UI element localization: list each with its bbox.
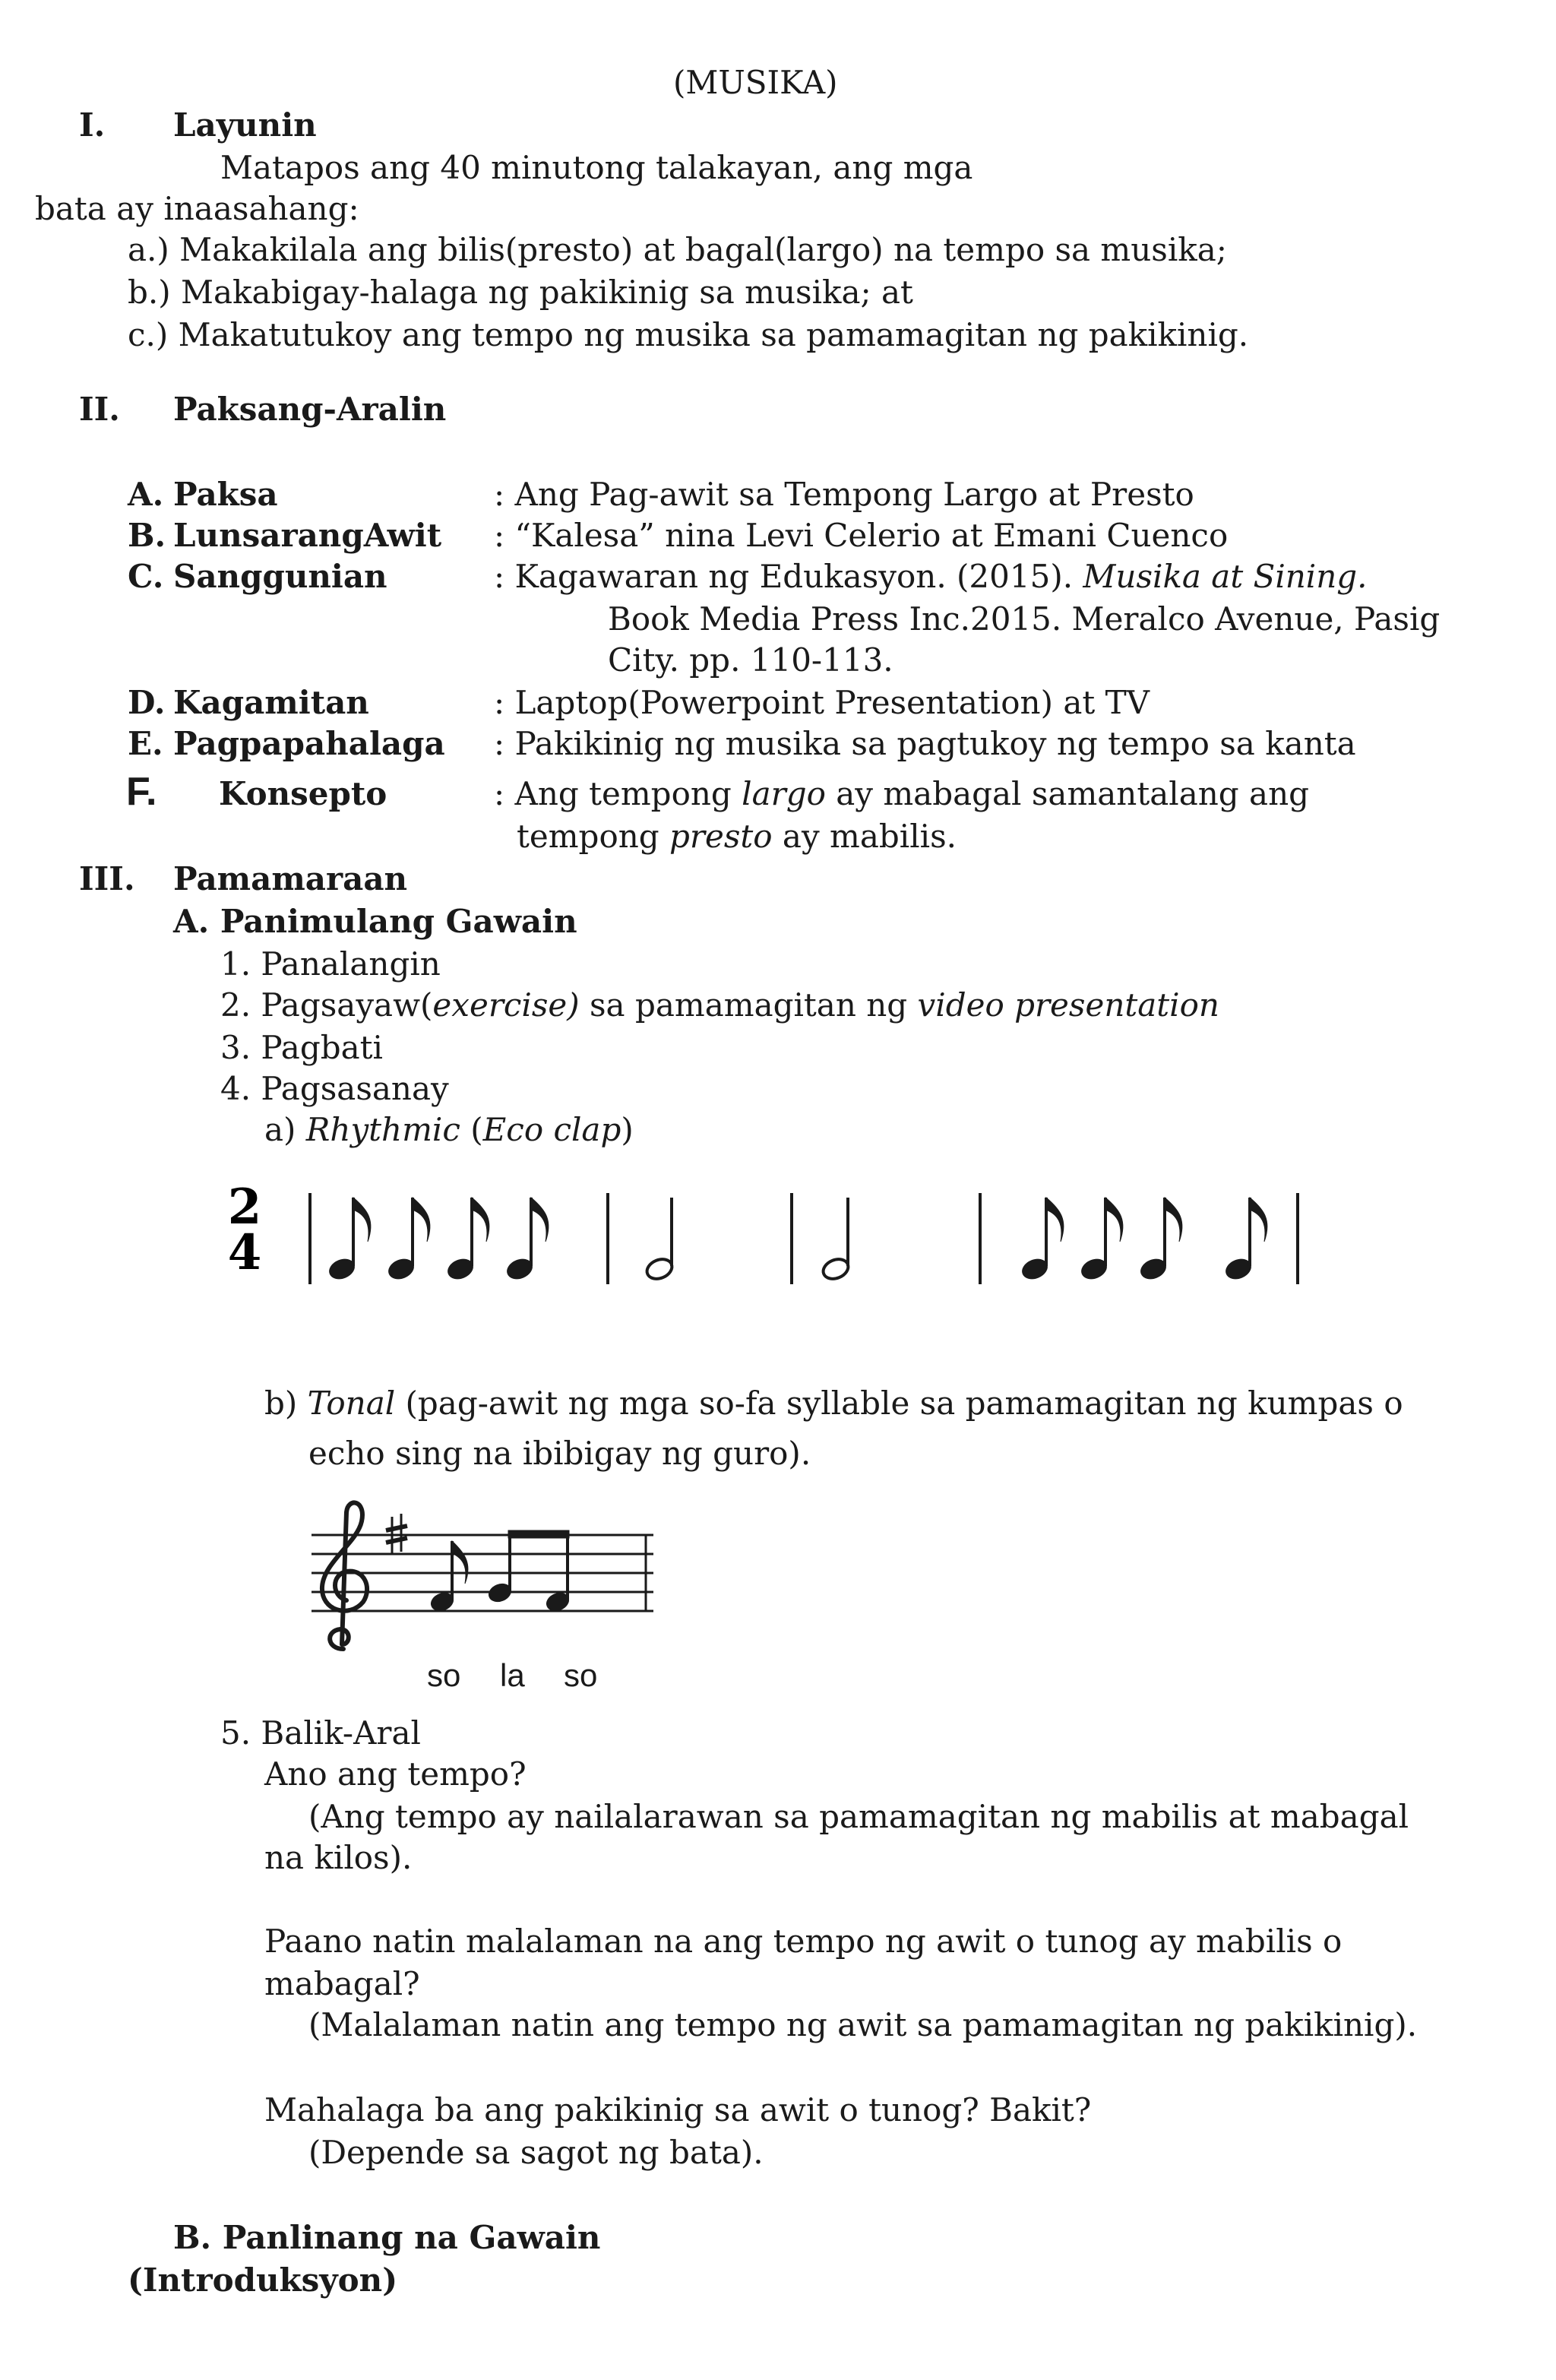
sanggunian-title: Musika at Sining. — [1083, 558, 1368, 595]
sanggunian-text: : Kagawaran ng Edukasyon. (2015). — [494, 558, 1083, 595]
page-title: (MUSIKA) — [673, 64, 838, 101]
objective-c: c.) Makatutukoy ang tempo ng musika sa pamamagitan ng pakikinig. — [128, 316, 1249, 353]
item-value-pagpapahalaga: : Pakikinig ng musika sa pagtukoy ng tempo sa kanta — [494, 725, 1356, 762]
konsepto-presto: presto — [669, 818, 773, 855]
step-panalangin: 1. Panalangin — [220, 945, 441, 983]
section-heading-paksang-aralin: Paksang-Aralin — [173, 391, 447, 428]
rhythmic-prefix: a) — [264, 1111, 306, 1148]
konsepto-text-1: : Ang tempong — [494, 775, 742, 812]
question-2-line1: Paano natin malalaman na ang tempo ng awit o tunog ay mabilis o — [264, 1923, 1343, 1960]
treble-clef — [322, 1503, 367, 1650]
step-pagsasanay: 4. Pagsasanay — [220, 1070, 449, 1107]
rhythmic-close: ) — [621, 1111, 634, 1148]
question-3: Mahalaga ba ang pakikinig sa awit o tunog? Bakit? — [264, 2091, 1092, 2128]
eighth-note-2 — [386, 1198, 430, 1282]
konsepto-text-2: ay mabagal samantalang ang — [825, 775, 1310, 812]
answer-2: (Malalaman natin ang tempo ng awit sa pamamagitan ng pakikinig). — [308, 2006, 1418, 2043]
item-value-sanggunian — [494, 558, 1368, 595]
item-label-sanggunian: Sanggunian — [173, 558, 387, 595]
item-letter-d: D. — [128, 684, 166, 721]
item-value-konsepto-line2 — [517, 818, 957, 855]
item-value-kagamitan: : Laptop(Powerpoint Presentation) at TV — [494, 684, 1150, 721]
item-label-konsepto: Konsepto — [219, 775, 387, 812]
question-1: Ano ang tempo? — [264, 1755, 527, 1793]
step-balik-aral: 5. Balik-Aral — [220, 1714, 421, 1752]
time-signature — [228, 1179, 261, 1281]
eighth-note-8 — [1223, 1198, 1267, 1282]
section-numeral-i: I. — [79, 106, 106, 144]
eighth-note-3 — [445, 1198, 489, 1282]
pagsayaw-video: video presentation — [917, 986, 1219, 1024]
time-sig-top: 2 — [228, 1179, 262, 1236]
subheading-introduksyon: (Introduksyon) — [128, 2261, 398, 2299]
eighth-note-4 — [504, 1198, 549, 1282]
objective-a: a.) Makakilala ang bilis(presto) at bagal(largo) na tempo sa musika; — [128, 231, 1227, 268]
syllable-la: la — [500, 1657, 525, 1693]
note-so-eighth — [429, 1541, 468, 1614]
sanggunian-cont2: City. pp. 110-113. — [608, 641, 893, 679]
tonal-line1 — [264, 1385, 1403, 1422]
staff-notation — [296, 1489, 676, 1702]
note-la-eighth — [486, 1533, 514, 1605]
item-label-lunsarang-awit: LunsarangAwit — [173, 517, 442, 554]
subheading-panimulang-gawain: A. Panimulang Gawain — [173, 903, 577, 940]
item-value-lunsarang-awit: : “Kalesa” nina Levi Celerio at Emani Cuenco — [494, 517, 1229, 554]
tonal-word: Tonal — [307, 1385, 396, 1422]
question-2-line2: mabagal? — [264, 1965, 420, 2002]
konsepto-text-4: ay mabilis. — [772, 818, 957, 855]
item-letter-c: C. — [128, 558, 164, 595]
rhythmic-open: ( — [460, 1111, 483, 1148]
sanggunian-cont1: Book Media Press Inc.2015. Meralco Avenue, Pasig — [608, 600, 1441, 638]
section-heading-pamamaraan: Pamamaraan — [173, 860, 408, 897]
item-letter-e: E. — [128, 725, 163, 762]
rhythmic-eco-clap: Eco clap — [482, 1111, 621, 1148]
item-value-paksa: : Ang Pag-awit sa Tempong Largo at Presto — [494, 476, 1194, 513]
rhythmic-label — [264, 1111, 634, 1148]
half-note-1 — [644, 1198, 675, 1282]
layunin-intro-line2: bata ay inaasahang: — [35, 190, 359, 227]
answer-3: (Depende sa sagot ng bata). — [308, 2134, 764, 2171]
beam — [508, 1530, 569, 1538]
section-numeral-ii: II. — [79, 391, 120, 428]
step-pagbati: 3. Pagbati — [220, 1029, 383, 1066]
answer-1-line1: (Ang tempo ay nailalarawan sa pamamagitan ng mabilis at mabagal — [308, 1798, 1409, 1835]
layunin-intro-line1: Matapos ang 40 minutong talakayan, ang mga — [220, 149, 973, 186]
rhythmic-word: Rhythmic — [305, 1111, 460, 1148]
konsepto-text-3: tempong — [517, 818, 670, 855]
step-pagsayaw — [220, 986, 1219, 1024]
tonal-prefix: b) — [264, 1385, 308, 1422]
tonal-text: (pag-awit ng mga so-fa syllable sa pamamagitan ng kumpas o — [395, 1385, 1403, 1422]
item-label-pagpapahalaga: Pagpapahalaga — [173, 725, 445, 762]
section-numeral-iii: III. — [79, 860, 135, 897]
konsepto-largo: largo — [742, 775, 826, 812]
pagsayaw-exercise: exercise) — [432, 986, 580, 1024]
rhythm-notation — [228, 1170, 1322, 1307]
eighth-note-1 — [327, 1198, 371, 1282]
answer-1-line2: na kilos). — [264, 1839, 413, 1876]
item-label-paksa: Paksa — [173, 476, 278, 513]
time-sig-bottom: 4 — [228, 1224, 262, 1281]
subheading-panlinang-na-gawain: B. Panlinang na Gawain — [173, 2219, 601, 2256]
item-letter-b: B. — [128, 517, 166, 554]
pagsayaw-text-2: sa pamamagitan ng — [579, 986, 918, 1024]
tonal-line2: echo sing na ibibigay ng guro). — [308, 1435, 811, 1472]
item-label-kagamitan: Kagamitan — [173, 684, 369, 721]
eighth-note-7 — [1138, 1198, 1182, 1282]
pagsayaw-text-1: 2. Pagsayaw( — [220, 986, 433, 1024]
eighth-note-5 — [1020, 1198, 1064, 1282]
section-heading-layunin: Layunin — [173, 106, 317, 144]
item-letter-f: F. — [126, 770, 157, 814]
eighth-note-6 — [1079, 1198, 1123, 1282]
syllable-so-2: so — [564, 1657, 598, 1693]
syllable-so-1: so — [427, 1657, 461, 1693]
item-value-konsepto — [494, 775, 1310, 812]
item-letter-a: A. — [128, 476, 164, 513]
objective-b: b.) Makabigay-halaga ng pakikinig sa musika; at — [128, 274, 913, 311]
half-note-2 — [821, 1198, 852, 1282]
